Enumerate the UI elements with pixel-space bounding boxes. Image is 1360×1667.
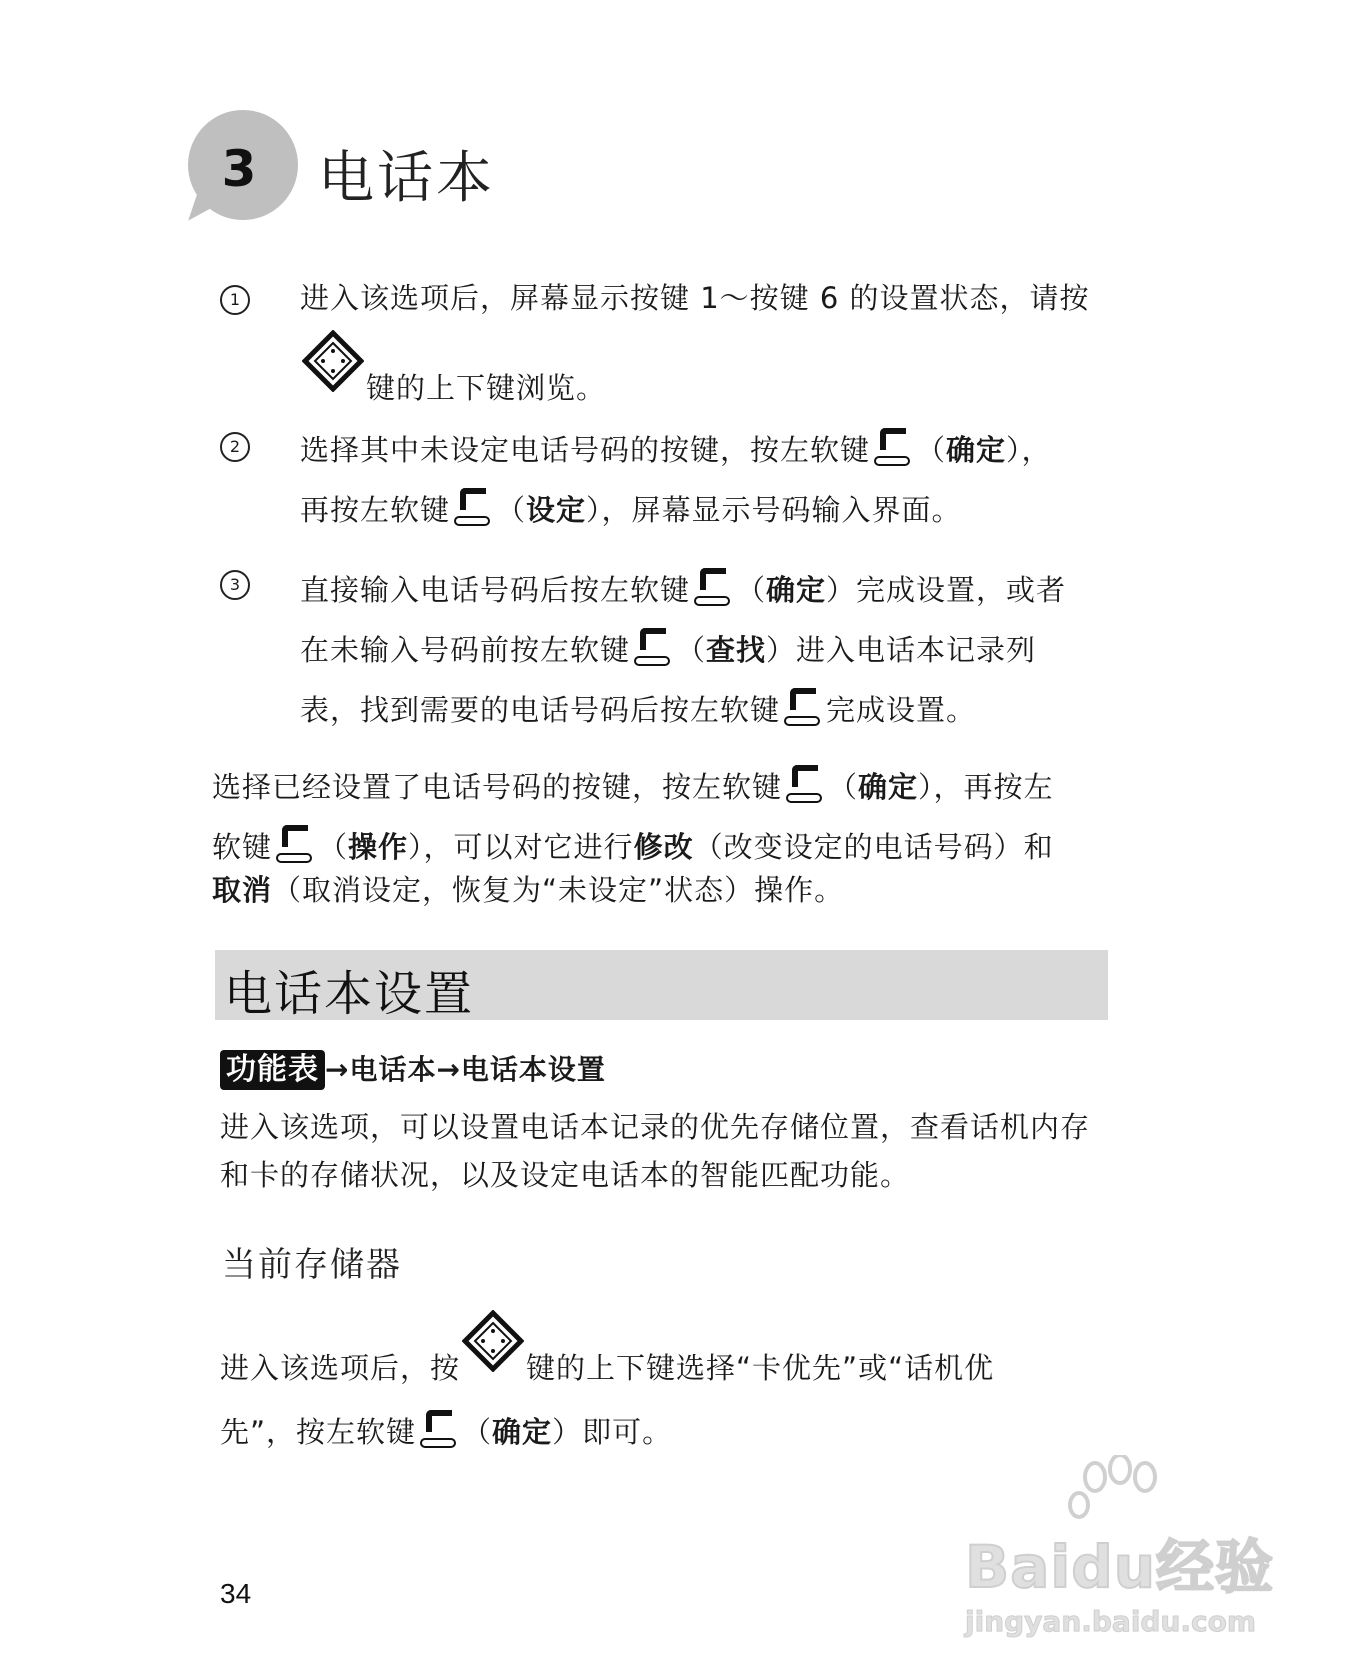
text: ）， xyxy=(1006,433,1052,467)
bold-term: 确定 xyxy=(766,573,827,607)
text: ）进入电话本记录列 xyxy=(766,633,1037,667)
section-intro-line-1: 进入该选项，可以设置电话本记录的优先存储位置，查看话机内存 xyxy=(220,1110,1091,1144)
chapter-title: 电话本 xyxy=(318,146,495,211)
bold-term: 查找 xyxy=(706,633,767,667)
text: （ xyxy=(462,1415,493,1449)
text: （改变设定的电话号码）和 xyxy=(693,830,1054,864)
note-line-2 xyxy=(212,825,1054,865)
text: （取消设定，恢复为“未设定”状态）操作。 xyxy=(272,873,845,907)
step-3-line-3 xyxy=(300,688,976,728)
menu-path xyxy=(220,1050,606,1090)
nav-key-icon xyxy=(462,1310,524,1372)
subsection-line-2 xyxy=(220,1410,672,1450)
chapter-number: 3 xyxy=(221,140,257,198)
text: 先”，按左软键 xyxy=(220,1415,417,1449)
text: 完成设置。 xyxy=(826,693,977,727)
text: 直接输入电话号码后按左软键 xyxy=(300,573,691,607)
bold-term: 取消 xyxy=(212,873,273,907)
text: 再按左软键 xyxy=(300,493,451,527)
subsection-line-1 xyxy=(220,1310,995,1385)
step-marker-3: 3 xyxy=(220,570,250,600)
nav-key-icon xyxy=(302,330,364,392)
step-1-line-1: 进入该选项后，屏幕显示按键 1～按键 6 的设置状态，请按 xyxy=(300,281,1090,315)
note-line-3 xyxy=(212,875,844,905)
text: （ xyxy=(496,493,527,527)
text: 进入该选项后，按 xyxy=(220,1351,461,1385)
menu-tag: 功能表 xyxy=(220,1050,325,1090)
step-marker-1: 1 xyxy=(220,285,250,315)
left-softkey-icon xyxy=(786,765,824,805)
left-softkey-icon xyxy=(874,428,912,468)
text: 表，找到需要的电话号码后按左软键 xyxy=(300,693,781,727)
text: ），可以对它进行 xyxy=(408,830,634,864)
text: （ xyxy=(736,573,767,607)
text: （ xyxy=(318,830,349,864)
step-2-line-2 xyxy=(300,488,962,528)
text: ），再按左 xyxy=(918,770,1054,804)
bold-term: 确定 xyxy=(858,770,919,804)
text: ）即可。 xyxy=(552,1415,673,1449)
section-intro-line-2: 和卡的存储状况，以及设定电话本的智能匹配功能。 xyxy=(220,1158,911,1192)
step-marker-2: 2 xyxy=(220,432,250,462)
left-softkey-icon xyxy=(634,628,672,668)
left-softkey-icon xyxy=(454,488,492,528)
text: 选择其中未设定电话号码的按键，按左软键 xyxy=(300,433,871,467)
subsection-title: 当前存储器 xyxy=(222,1245,402,1285)
bold-term: 确定 xyxy=(946,433,1007,467)
text: （ xyxy=(676,633,707,667)
bold-term: 确定 xyxy=(492,1415,553,1449)
text: ）完成设置，或者 xyxy=(826,573,1067,607)
bold-term: 操作 xyxy=(348,830,409,864)
left-softkey-icon xyxy=(420,1410,458,1450)
left-softkey-icon xyxy=(694,568,732,608)
watermark-url: jingyan.baidu.com xyxy=(965,1605,1257,1638)
bold-term: 修改 xyxy=(633,830,694,864)
left-softkey-icon xyxy=(276,825,314,865)
text: 软键 xyxy=(212,830,273,864)
left-softkey-icon xyxy=(784,688,822,728)
step-2-line-1 xyxy=(300,428,1052,468)
text: ），屏幕显示号码输入界面。 xyxy=(586,493,962,527)
text: （ xyxy=(828,770,859,804)
page-number: 34 xyxy=(220,1578,252,1609)
watermark-logo: Baidu经验 xyxy=(965,1533,1275,1601)
note-line-1 xyxy=(212,765,1054,805)
baidu-watermark xyxy=(955,1455,1275,1655)
text: 在未输入号码前按左软键 xyxy=(300,633,631,667)
menu-path-text: →电话本→电话本设置 xyxy=(325,1053,606,1086)
step-3-line-2 xyxy=(300,628,1036,668)
step-3-line-1 xyxy=(300,568,1066,608)
section-title: 电话本设置 xyxy=(224,966,475,1022)
step-1-line-2-text: 键的上下键浏览。 xyxy=(366,371,607,405)
bold-term: 设定 xyxy=(526,493,587,527)
text: 键的上下键选择“卡优先”或“话机优 xyxy=(526,1351,995,1385)
step-1-line-2 xyxy=(300,330,607,405)
text: 选择已经设置了电话号码的按键，按左软键 xyxy=(212,770,783,804)
text: （ xyxy=(916,433,947,467)
